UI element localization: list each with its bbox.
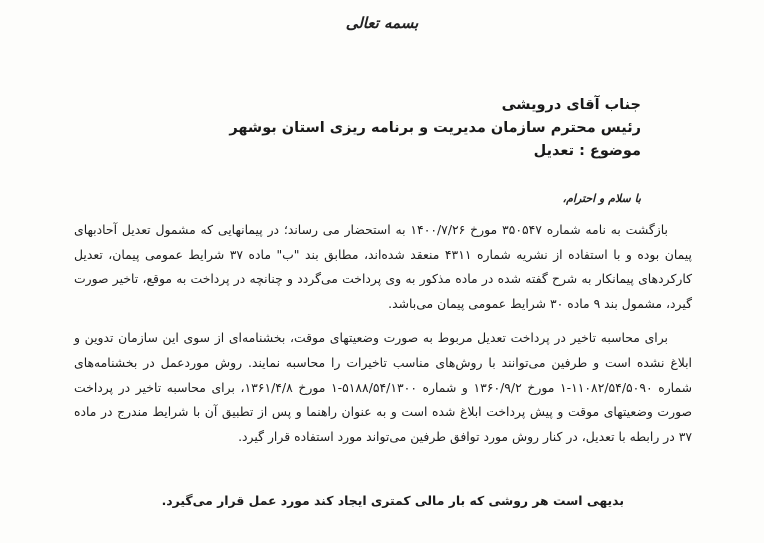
recipient-title: رئیس محترم سازمان مدیریت و برنامه ریزی استان بوشهر (229, 120, 641, 136)
recipient-name: جناب آقای درویشی (501, 97, 641, 113)
salutation: با سلام و احترام، (562, 192, 641, 205)
invocation-heading: بسمه تعالی (345, 14, 419, 32)
closing-sentence: بدیهی است هر روشی که بار مالی کمتری ایجاد کند مورد عمل قرار می‌گیرد. (161, 493, 624, 508)
letter-body (74, 218, 692, 449)
letter-subject: موضوع : تعدیل (533, 143, 641, 159)
body-paragraph-1: بازگشت به نامه شماره ۳۵۰۵۴۷ مورخ ۱۴۰۰/۷/۲۶ به استحضار می رساند؛ در پیمانهایی که مشمول تعدیل آحادبهای پیمان بوده و با استفاده از نشریه شماره ۴۳۱۱ منعقد شده‌اند، مطابق بند "ب" ماده ۳۷ شرایط عمومی پیمان، تعدیل کارکردهای پیمانکار به شرح گفته شده در ماده مذکور به وی پرداخت می‌گردد و چنانچه در پرداخت به موقع، تاخیر صورت گیرد، مشمول بند ۹ ماده ۳۰ شرایط عمومی پیمان می‌باشد. (74, 222, 692, 311)
letter-header (201, 94, 641, 163)
body-paragraph-2: برای محاسبه تاخیر در پرداخت تعدیل مربوط به صورت وضعیتهای موقت، بخشنامه‌ای از سوی این سازمان تدوین و ابلاغ نشده است و طرفین می‌توانند با روش‌های مناسب تاخیرات را محاسبه نمایند. روش موردعمل در بخشنامه‌های شماره ۱۱۰۸۲/۵۴/۵۰۹۰-۱ مورخ ۱۳۶۰/۹/۲ و شماره ۵۱۸۸/۵۴/۱۳۰۰-۱ مورخ ۱۳۶۱/۴/۸، برای محاسبه تاخیر در پرداخت صورت وضعیتهای موقت و پیش پرداخت ابلاغ شده است و به عنوان راهنما و پس از تطبیق آن با شرایط مندرج در ماده ۳۷ در رابطه با تعدیل، در کنار روش مورد توافق طرفین می‌تواند مورد استفاده قرار گیرد. (74, 330, 693, 444)
